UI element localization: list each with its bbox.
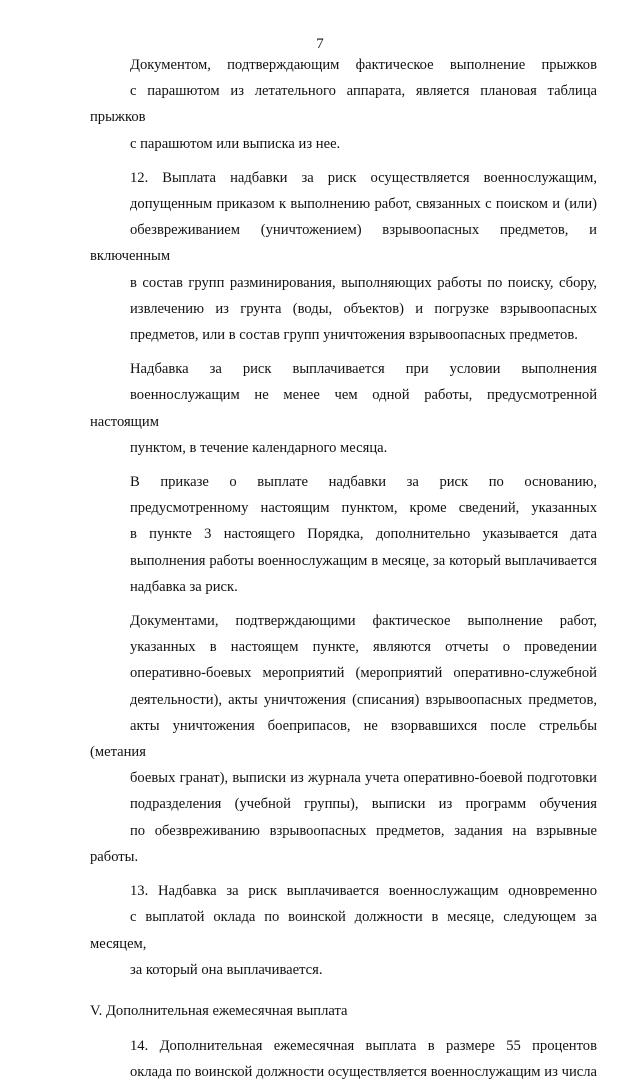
text-line: с парашютом или выписка из нее. — [130, 135, 341, 152]
text-line: пунктом, в течение календарного месяца. — [130, 439, 388, 456]
text-line: с выплатой оклада по воинской должности в месяце, следующем за месяцем, — [90, 909, 597, 952]
text-line: Документами, подтверждающими фактическое выполнение работ, — [130, 613, 597, 630]
text-line: акты уничтожения боеприпасов, не взорвавшихся после стрельбы (метания — [90, 717, 597, 761]
paragraph-item-13 — [90, 878, 597, 983]
text-line: предметов, или в состав групп уничтожения взрывоопасных предметов. — [130, 327, 578, 344]
text-line: 13. Надбавка за риск выплачивается военнослужащим одновременно — [130, 883, 597, 900]
text-line: выполнения работы военнослужащим в месяце, за который выплачивается — [130, 552, 597, 569]
text-line: деятельности), акты уничтожения (списания) взрывоопасных предметов, — [130, 691, 597, 708]
paragraph-item-14 — [90, 1033, 597, 1085]
text-line: Документом, подтверждающим фактическое выполнение прыжков — [130, 57, 597, 73]
text-line: 12. Выплата надбавки за риск осуществляется военнослужащим, — [130, 169, 597, 186]
text-line: боевых гранат), выписки из журнала учета оперативно-боевой подготовки — [130, 770, 597, 787]
text-line: 14. Дополнительная ежемесячная выплата в размере 55 процентов — [130, 1038, 597, 1055]
paragraph-jump-document — [90, 52, 597, 157]
paragraph-confirming-documents — [90, 608, 597, 870]
text-line: военнослужащим не менее чем одной работы, предусмотренной настоящим — [90, 387, 597, 430]
text-line: за который она выплачивается. — [130, 961, 323, 978]
text-line: допущенным приказом к выполнению работ, связанных с поиском и (или) — [130, 196, 597, 213]
text-line: с парашютом из летательного аппарата, является плановая таблица прыжков — [90, 83, 597, 126]
text-line: оклада по воинской должности осуществляется военнослужащим из числа — [130, 1064, 597, 1081]
paragraph-risk-condition — [90, 356, 597, 461]
text-line: извлечению из грунта (воды, объектов) и погрузке взрывоопасных — [130, 300, 597, 317]
text-line: оперативно-боевых мероприятий (мероприятий оперативно-служебной — [130, 665, 597, 682]
page-number: 7 — [316, 36, 324, 52]
text-line: указанных в настоящем пункте, являются отчеты о проведении — [130, 639, 597, 656]
text-line: Надбавка за риск выплачивается при условии выполнения — [130, 361, 597, 378]
text-line: предусмотренному настоящим пунктом, кроме сведений, указанных — [130, 500, 597, 517]
paragraph-order-details — [90, 469, 597, 600]
document-body — [90, 52, 597, 1086]
section-heading: V. Дополнительная ежемесячная выплата — [90, 1002, 348, 1019]
text-line: подразделения (учебной группы), выписки из программ обучения — [130, 796, 597, 813]
text-line: по обезвреживанию взрывоопасных предметов, задания на взрывные работы. — [90, 822, 597, 865]
text-line: В приказе о выплате надбавки за риск по основанию, — [130, 474, 597, 491]
text-line: надбавка за риск. — [130, 578, 238, 595]
text-line: в пункте 3 настоящего Порядка, дополнительно указывается дата — [130, 526, 597, 543]
text-line: обезвреживанием (уничтожением) взрывоопасных предметов, и включенным — [90, 222, 597, 265]
paragraph-item-12 — [90, 165, 597, 348]
text-line: в состав групп разминирования, выполняющих работы по поиску, сбору, — [130, 274, 597, 291]
